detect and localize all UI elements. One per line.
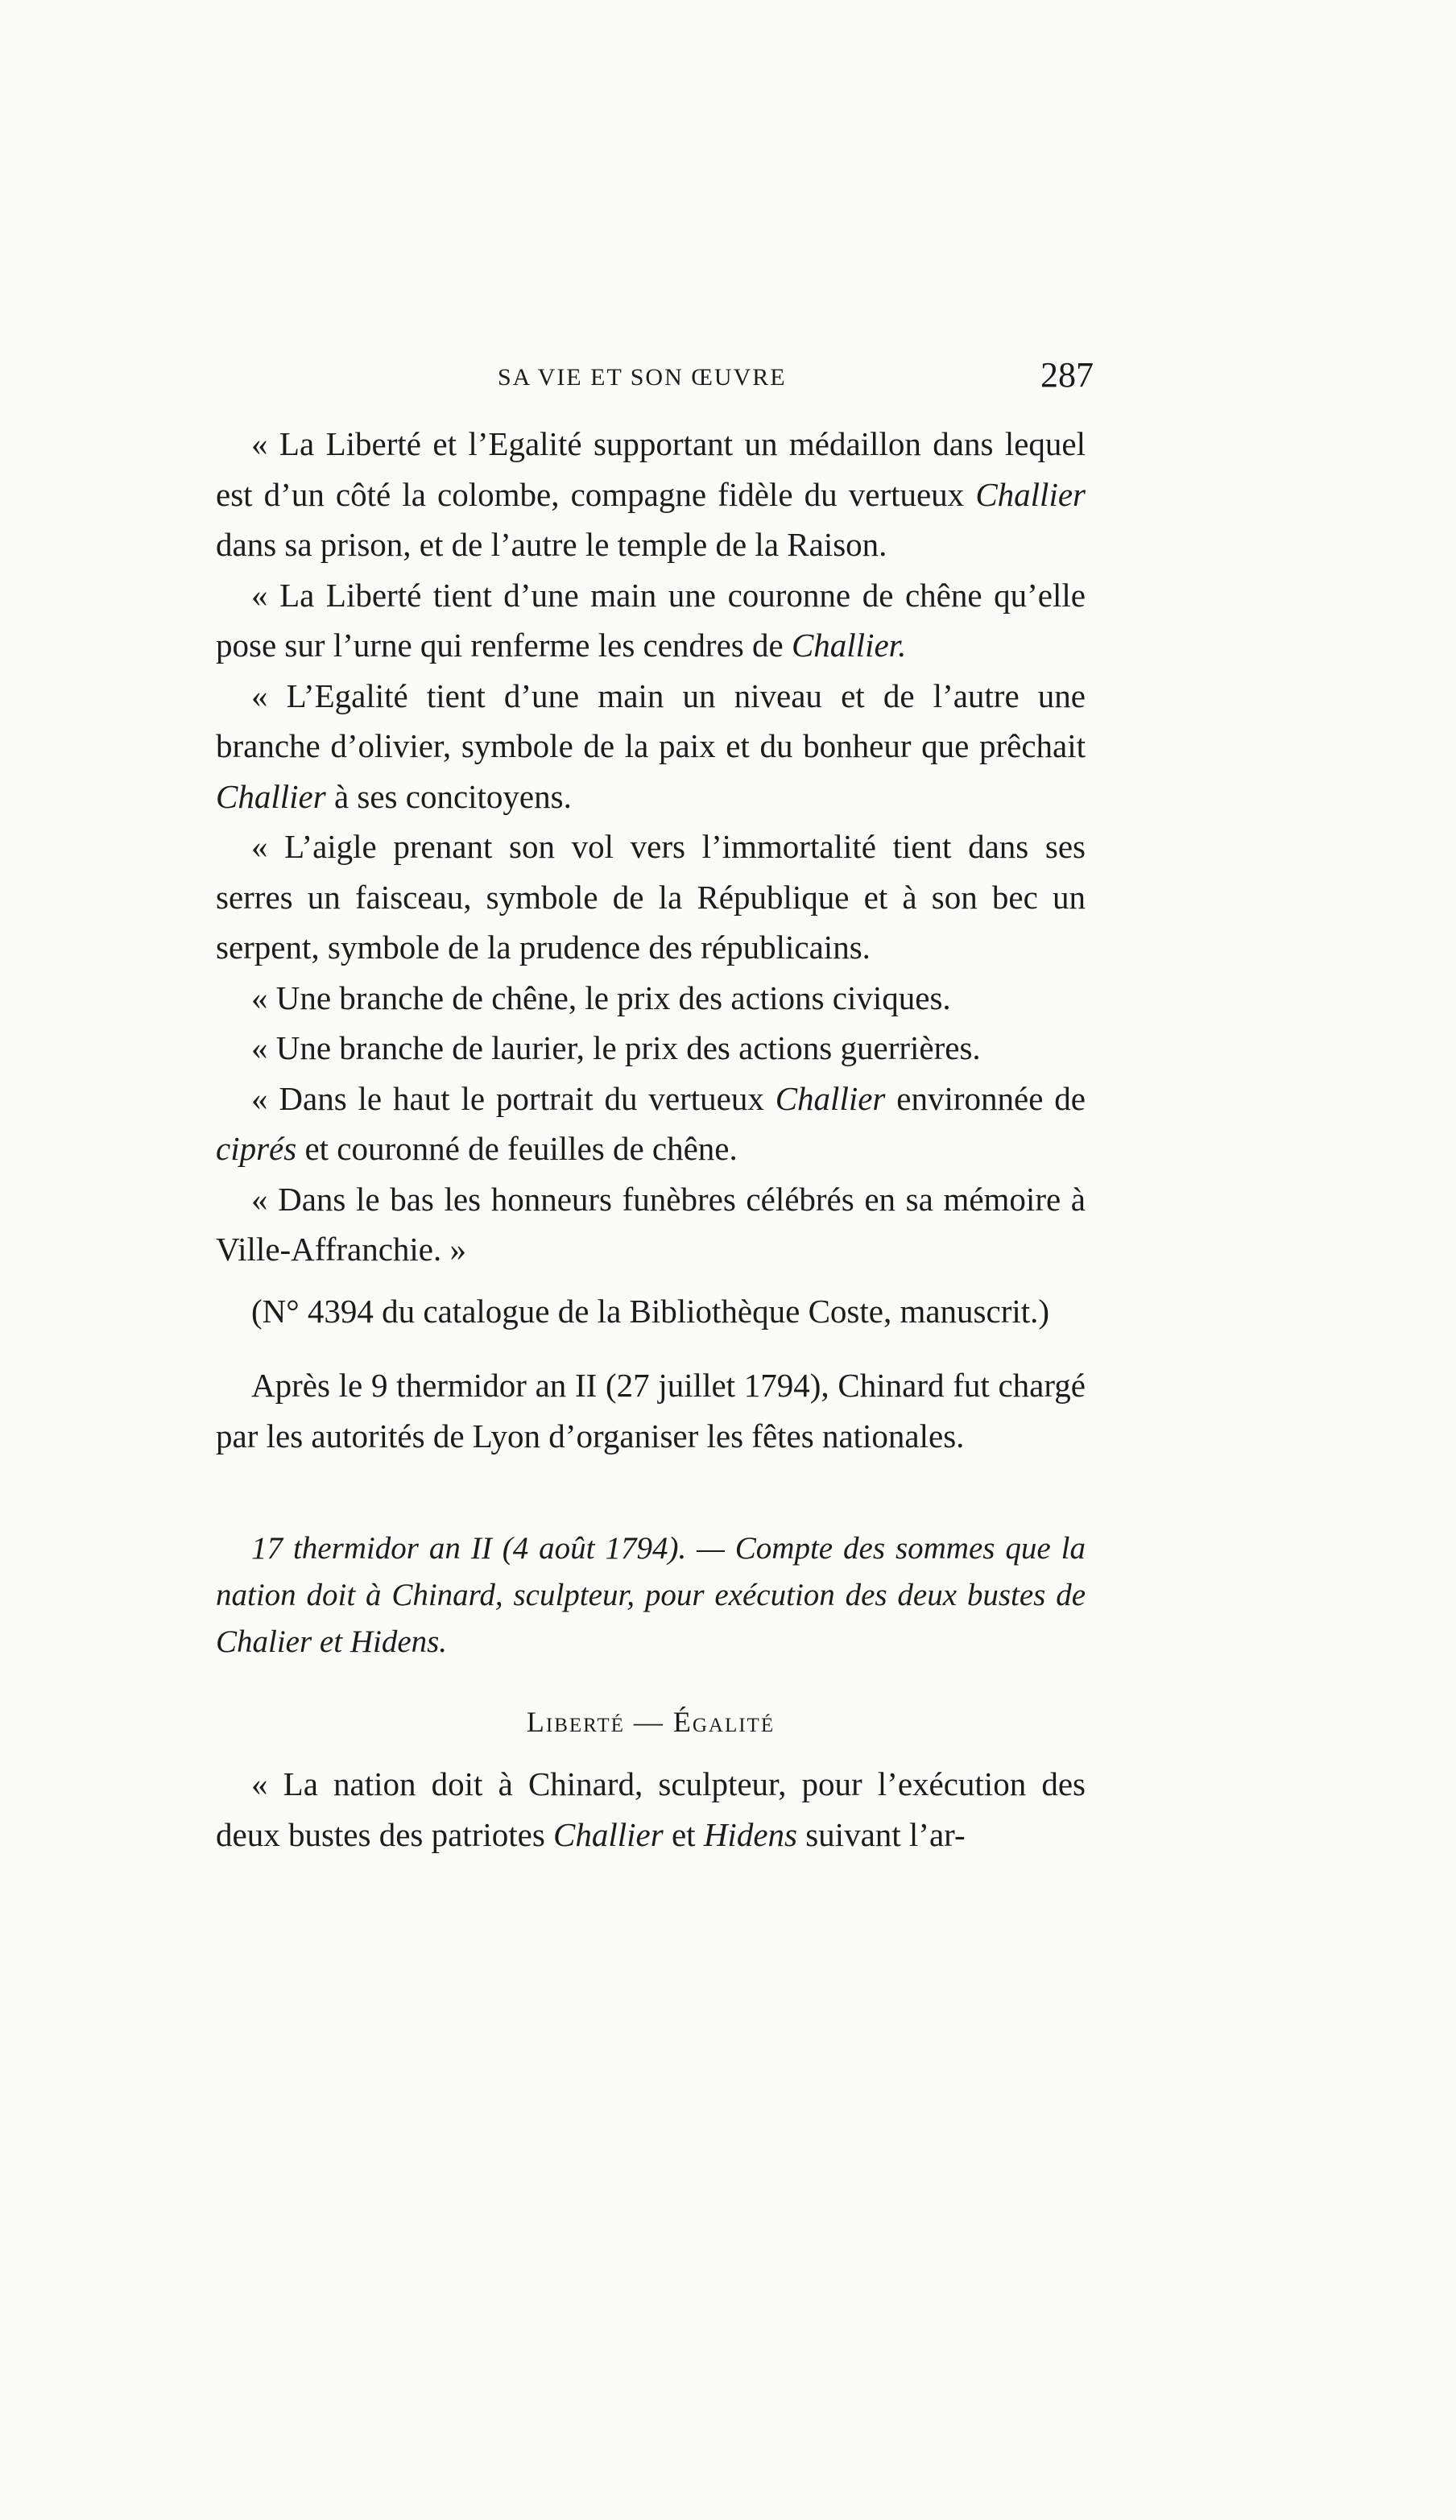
text-run: « La Liberté et l’Egalité supportant un médaillon dans lequel est d’un côté la colombe, compagne fidèle du vertueux xyxy=(216,425,1086,513)
paragraph-catalogue: (N° 4394 du catalogue de la Bibliothèque Coste, manuscrit.) xyxy=(251,1292,1050,1330)
italic-name: Challier. xyxy=(791,627,907,664)
section-heading: Liberté — Égalité xyxy=(526,1706,776,1738)
paragraph-aigle: « L’aigle prenant son vol vers l’immortalité tient dans ses serres un faisceau, symbole de la République et à son bec un serpent, symbole de la prudence des républicains. xyxy=(216,828,1086,966)
paragraph-thermidor: Après le 9 thermidor an II (27 juillet 1794), Chinard fut chargé par les autorités de Lyon d’organiser les fêtes nationales. xyxy=(216,1367,1086,1454)
paragraph-laurier: « Une branche de laurier, le prix des actions guerrières. xyxy=(251,1029,981,1066)
text-run: dans sa prison, et de l’autre le temple de la Raison. xyxy=(216,526,887,563)
text-run: et xyxy=(663,1815,704,1853)
text-run: « La nation doit à Chinard, sculpteur, pour l’exécution des deux bustes des patriotes xyxy=(216,1765,1086,1853)
running-title: SA VIE ET SON ŒUVRE xyxy=(498,364,787,391)
text-run: à ses concitoyens. xyxy=(325,777,572,815)
book-page xyxy=(216,346,1094,1860)
text-run: environnée de xyxy=(885,1079,1086,1117)
italic-name: Challier xyxy=(975,475,1086,513)
text-run: et couronné de feuilles de chêne. xyxy=(296,1130,738,1167)
running-header xyxy=(216,346,1094,419)
text-run: suivant l’ar- xyxy=(796,1815,966,1853)
italic-word: ciprés xyxy=(216,1130,297,1167)
italic-name: Challier xyxy=(553,1815,664,1853)
paragraph-egalite xyxy=(216,671,1086,822)
page-number: 287 xyxy=(1040,355,1094,395)
paragraph-medallion xyxy=(216,419,1086,570)
italic-name: Challier xyxy=(775,1079,886,1117)
paragraph-chene: « Une branche de chêne, le prix des actions civiques. xyxy=(251,979,951,1016)
paragraph-liberte xyxy=(216,570,1086,671)
dated-entry: 17 thermidor an II (4 août 1794). — Compte des sommes que la nation doit à Chinard, sculpteur, pour exécution des deux bustes de Chalier et Hidens. xyxy=(216,1531,1086,1659)
text-run: « La Liberté tient d’une main une couronne de chêne qu’elle pose sur l’urne qui renferme les cendres de xyxy=(216,576,1086,664)
italic-name: Hidens xyxy=(703,1815,797,1853)
italic-name: Challier xyxy=(216,777,326,815)
paragraph-honneurs: « Dans le bas les honneurs funèbres célébrés en sa mémoire à Ville-Affranchie. » xyxy=(216,1180,1086,1268)
text-run: « Dans le haut le portrait du vertueux xyxy=(251,1079,776,1117)
text-run: « L’Egalité tient d’une main un niveau et de l’autre une branche d’olivier, symbole de la paix et du bonheur que prêchait xyxy=(216,677,1086,764)
paragraph-portrait xyxy=(216,1074,1086,1174)
paragraph-nation xyxy=(216,1759,1086,1860)
